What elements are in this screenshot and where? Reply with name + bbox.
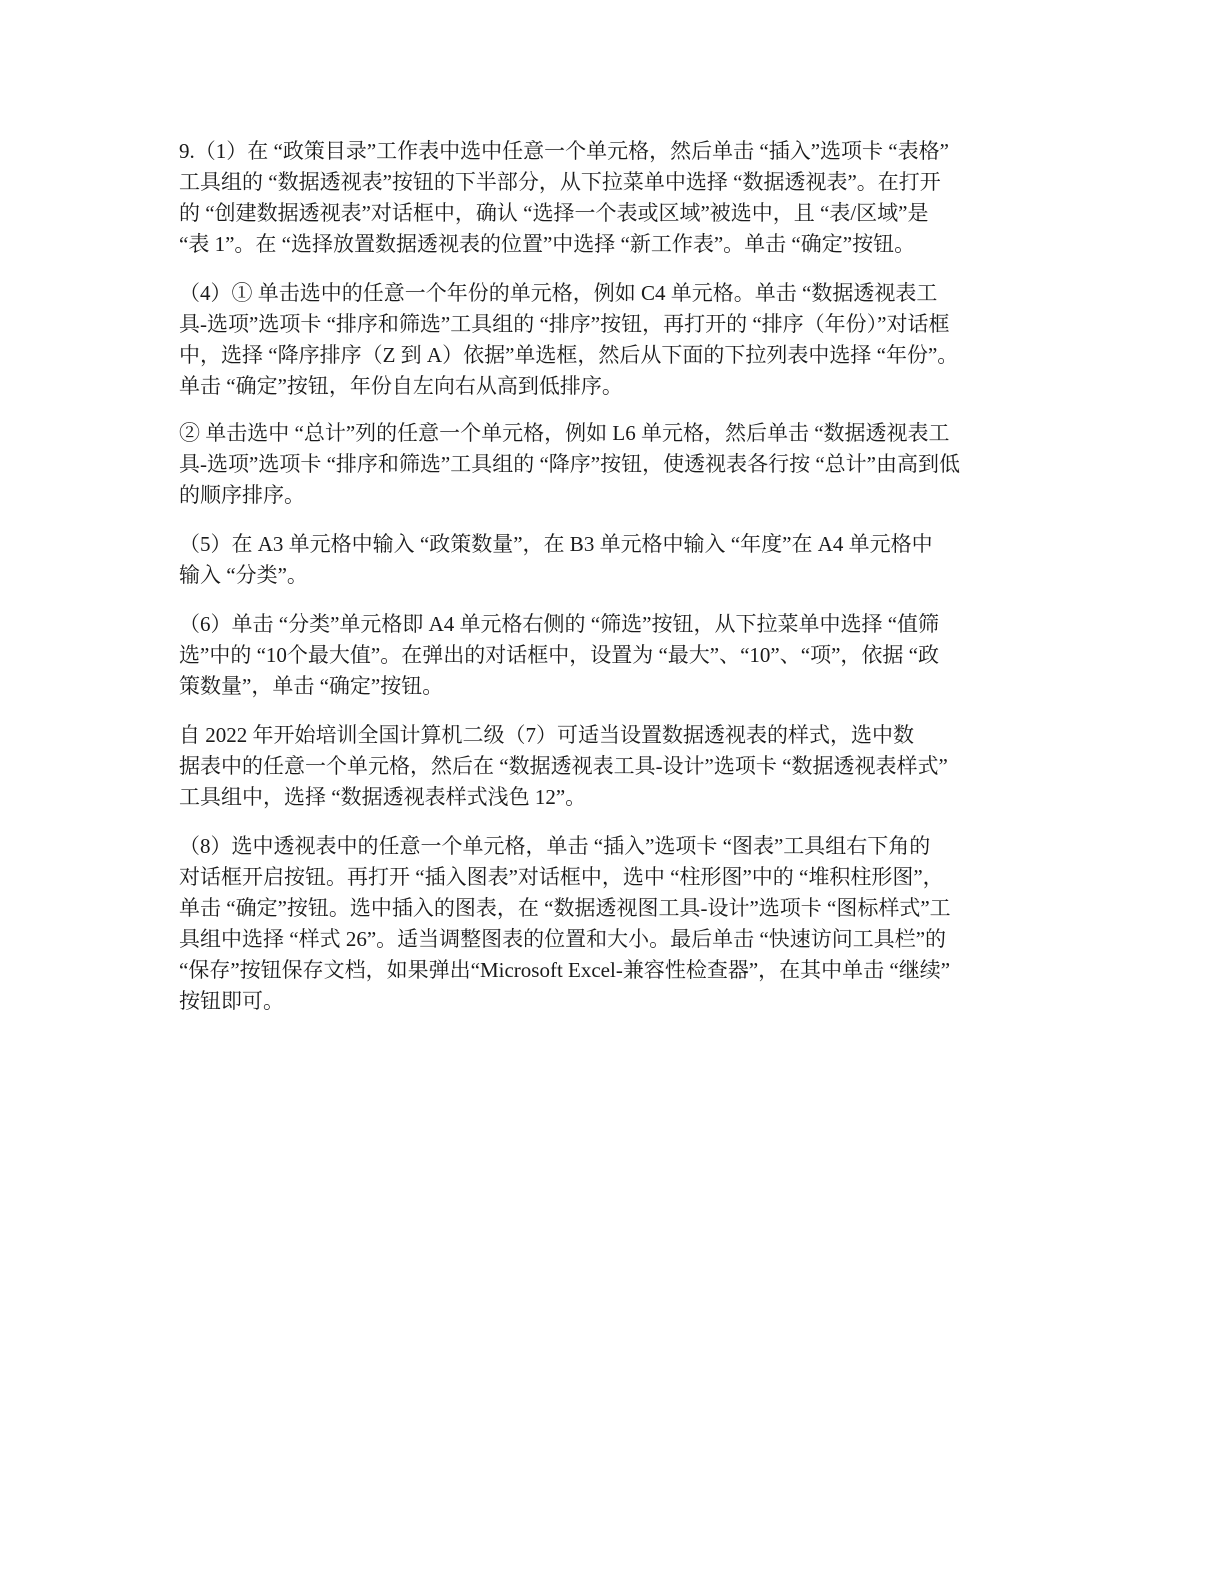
paragraph-step-5: [179, 529, 1059, 591]
text-line: “表 1”。在 “选择放置数据透视表的位置”中选择 “新工作表”。单击 “确定”按钮。: [179, 232, 916, 256]
text-line: 自 2022 年开始培训全国计算机二级（7）可适当设置数据透视表的样式，选中数: [179, 723, 914, 747]
text-line: （4）① 单击选中的任意一个年份的单元格，例如 C4 单元格。单击 “数据透视表工: [179, 281, 938, 305]
paragraph-step-7: [179, 720, 1059, 813]
text-line: 的 “创建数据透视表”对话框中，确认 “选择一个表或区域”被选中，且 “表/区域”是: [179, 201, 929, 225]
text-line: 具-选项”选项卡 “排序和筛选”工具组的 “排序”按钮，再打开的 “排序（年份）”对话框: [179, 312, 950, 336]
text-line: （8）选中透视表中的任意一个单元格，单击 “插入”选项卡 “图表”工具组右下角的: [179, 834, 931, 858]
paragraph-step-4-2: [179, 418, 1059, 511]
text-line: 选”中的 “10个最大值”。在弹出的对话框中，设置为 “最大”、“10”、“项”，依据 “政: [179, 643, 939, 667]
text-line: 具-选项”选项卡 “排序和筛选”工具组的 “降序”按钮，使透视表各行按 “总计”由高到低: [179, 452, 960, 476]
text-line: 按钮即可。: [179, 989, 284, 1013]
paragraph-step-1: [179, 136, 1059, 260]
text-line: 输入 “分类”。: [179, 563, 308, 587]
paragraph-step-4-1: [179, 278, 1059, 402]
text-line: 单击 “确定”按钮，年份自左向右从高到低排序。: [179, 374, 623, 398]
text-line: “保存”按钮保存文档，如果弹出“Microsoft Excel-兼容性检查器”，在其中单击 “继续”: [179, 958, 951, 982]
text-line: 的顺序排序。: [179, 483, 305, 507]
text-line: 工具组中，选择 “数据透视表样式浅色 12”。: [179, 785, 587, 809]
text-line: 对话框开启按钮。再打开 “插入图表”对话框中，选中 “柱形图”中的 “堆积柱形图”，: [179, 865, 944, 889]
text-line: 单击 “确定”按钮。选中插入的图表，在 “数据透视图工具-设计”选项卡 “图标样式”工: [179, 896, 951, 920]
document-body: [179, 136, 1059, 1017]
text-line: （6）单击 “分类”单元格即 A4 单元格右侧的 “筛选”按钮，从下拉菜单中选择 “值筛: [179, 612, 940, 636]
text-line: ② 单击选中 “总计”列的任意一个单元格，例如 L6 单元格，然后单击 “数据透视表工: [179, 421, 950, 445]
text-line: 策数量”，单击 “确定”按钮。: [179, 674, 444, 698]
text-line: 据表中的任意一个单元格，然后在 “数据透视表工具-设计”选项卡 “数据透视表样式”: [179, 754, 948, 778]
text-line: 工具组的 “数据透视表”按钮的下半部分，从下拉菜单中选择 “数据透视表”。在打开: [179, 170, 941, 194]
text-line: 9.（1）在 “政策目录”工作表中选中任意一个单元格，然后单击 “插入”选项卡 “表格”: [179, 139, 949, 163]
paragraph-step-6: [179, 609, 1059, 702]
text-line: 中，选择 “降序排序（Z 到 A）依据”单选框，然后从下面的下拉列表中选择 “年份”。: [179, 343, 959, 367]
text-line: 具组中选择 “样式 26”。适当调整图表的位置和大小。最后单击 “快速访问工具栏”的: [179, 927, 947, 951]
paragraph-step-8: [179, 831, 1059, 1017]
text-line: （5）在 A3 单元格中输入 “政策数量”，在 B3 单元格中输入 “年度”在 A4 单元格中: [179, 532, 933, 556]
